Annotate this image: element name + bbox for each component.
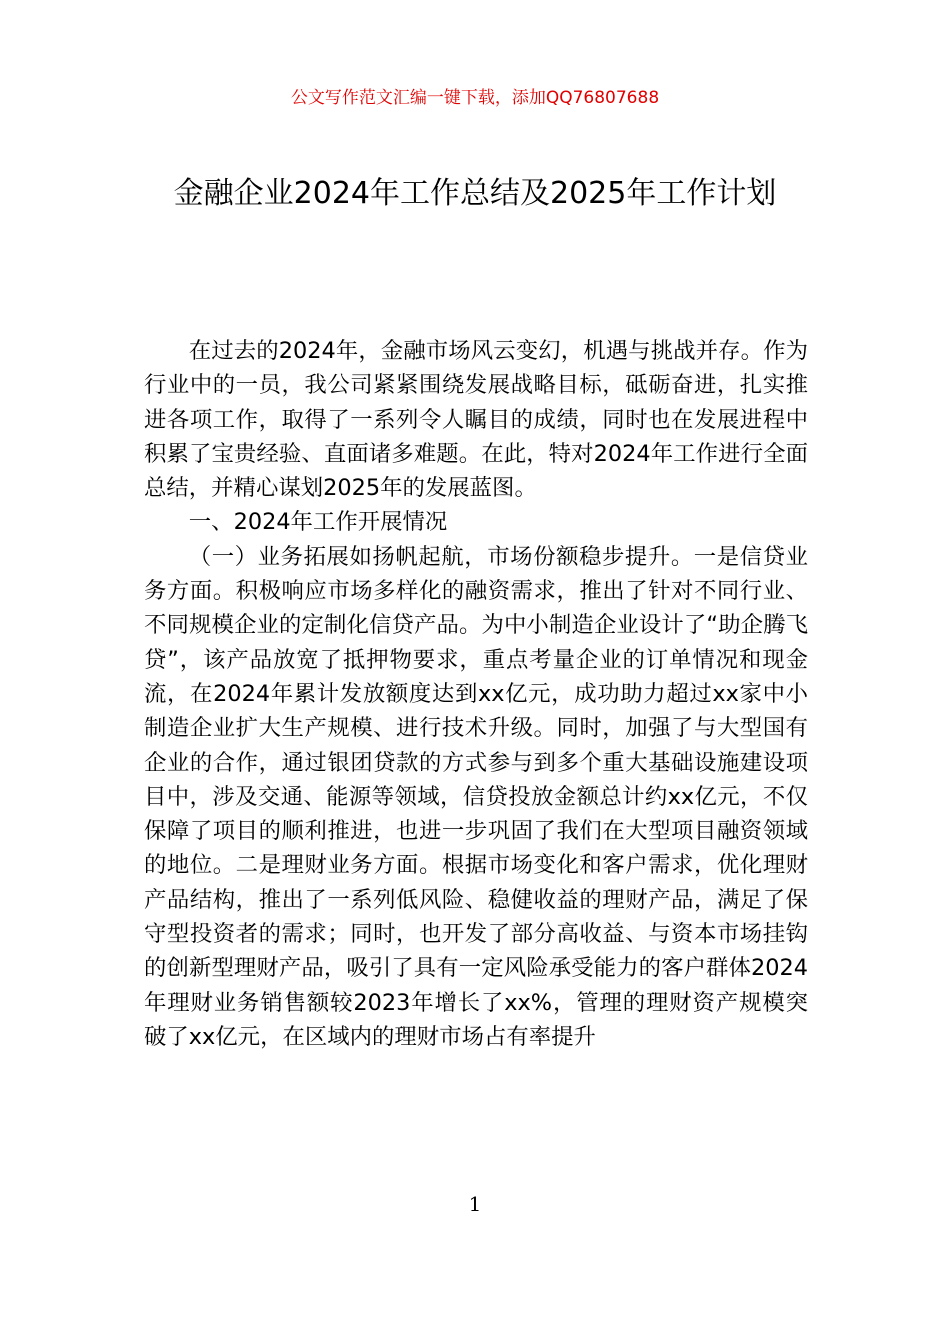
section-heading: 一、2024年工作开展情况: [188, 509, 448, 536]
intro-paragraph: 在过去的2024年，金融市场风云变幻，机遇与挑战并存。作为行业中的一员，我公司紧紧围绕发展战略目标，砥砺奋进，扎实推进各项工作，取得了一系列令人瞩目的成绩，同时也在发展进程中积累了宝贵经验、直面诸多难题。在此，特对2024年工作进行全面总结，并精心谋划2025年的发展蓝图。: [144, 338, 808, 502]
document-body: [144, 334, 808, 1054]
document-title: 金融企业2024年工作总结及2025年工作计划: [173, 176, 777, 211]
header-download-note: 公文写作范文汇编一键下载，添加QQ76807688: [290, 88, 660, 108]
section-paragraph: （一）业务拓展如扬帆起航，市场份额稳步提升。一是信贷业务方面。积极响应市场多样化的融资需求，推出了针对不同行业、不同规模企业的定制化信贷产品。为中小制造企业设计了“助企腾飞贷”，该产品放宽了抵押物要求，重点考量企业的订单情况和现金流，在2024年累计发放额度达到xx亿元，成功助力超过xx家中小制造企业扩大生产规模、进行技术升级。同时，加强了与大型国有企业的合作，通过银团贷款的方式参与到多个重大基础设施建设项目中，涉及交通、能源等领域，信贷投放金额总计约xx亿元，不仅保障了项目的顺利推进，也进一步巩固了我们在大型项目融资领域的地位。二是理财业务方面。根据市场变化和客户需求，优化理财产品结构，推出了一系列低风险、稳健收益的理财产品，满足了保守型投资者的需求；同时，也开发了部分高收益、与资本市场挂钩的创新型理财产品，吸引了具有一定风险承受能力的客户群体2024年理财业务销售额较2023年增长了xx%，管理的理财资产规模突破了xx亿元，在区域内的理财市场占有率提升: [144, 543, 808, 1050]
page-number: 1: [468, 1192, 482, 1216]
